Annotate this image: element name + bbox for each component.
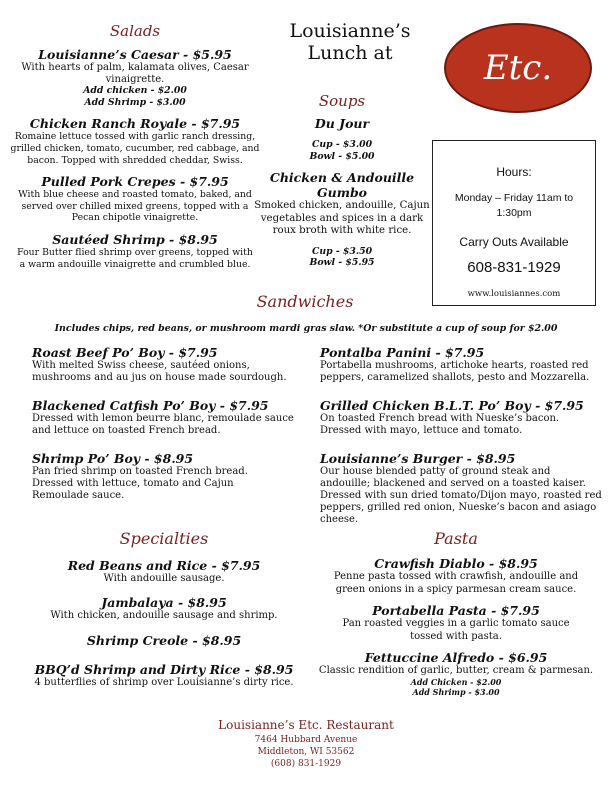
menu-item-catfish: Blackened Catfish Po’ Boy - $7.95 xyxy=(32,398,269,413)
specialties-section xyxy=(28,529,300,689)
menu-item-jambalaya: Jambalaya - $8.95 xyxy=(101,594,227,610)
website-link[interactable]: www.louisiannes.com xyxy=(467,289,561,299)
hours-box xyxy=(432,140,596,306)
catfish-description: Dressed with lemon beurre blanc, remoulade sauce and lettuce on toasted French bread. xyxy=(32,413,294,436)
panini-description: Portabella mushrooms, artichoke hearts, roasted red peppers, caramelized shallots, pesto and Mozzarella. xyxy=(320,360,590,383)
jambalaya-description: With chicken, andouille sausage and shrimp. xyxy=(50,609,278,621)
red-beans-description: With andouille sausage. xyxy=(103,573,225,584)
menu-title xyxy=(270,20,430,64)
menu-item-du-jour: Du Jour xyxy=(314,116,370,131)
menu-item-burger: Louisianne’s Burger - $8.95 xyxy=(320,451,516,466)
du-jour-cup: Cup - $3.00 xyxy=(311,139,373,150)
alfredo-description: Classic rendition of garlic, butter, cream & parmesan. xyxy=(318,665,594,676)
hours-days: Monday – Friday 11am to 1:30pm xyxy=(454,192,574,219)
caesar-add-chicken: Add chicken - $2.00 xyxy=(83,85,187,97)
caesar-add-shrimp: Add Shrimp - $3.00 xyxy=(84,96,186,108)
menu-item-alfredo: Fettuccine Alfredo - $6.95 xyxy=(364,650,548,665)
menu-item-gumbo-line2: Gumbo xyxy=(316,185,368,201)
title-line1: Louisianne’s xyxy=(289,20,411,42)
footer-city: Middleton, WI 53562 xyxy=(257,747,355,757)
salads-section xyxy=(10,22,260,270)
footer-phone: (608) 831-1929 xyxy=(270,759,342,769)
sandwiches-note: Includes chips, red beans, or mushroom mardi gras slaw. *Or substitute a cup of soup for $2.00 xyxy=(54,323,558,334)
carry-out-note: Carry Outs Available xyxy=(459,235,569,249)
bbq-shrimp-description: 4 butterflies of shrimp over Louisianne’s dirty rice. xyxy=(34,677,294,689)
phone-number: 608-831-1929 xyxy=(467,259,561,276)
portabella-description: Pan roasted veggies in a garlic tomato sauce tossed with pasta. xyxy=(342,618,570,642)
menu-item-shrimp-creole: Shrimp Creole - $8.95 xyxy=(86,633,242,649)
menu-item-shrimp-po-boy: Shrimp Po’ Boy - $8.95 xyxy=(32,451,194,466)
footer-street: 7464 Hubbard Avenue xyxy=(254,735,358,745)
specialties-heading: Specialties xyxy=(119,529,209,548)
soups-section xyxy=(252,92,432,269)
menu-item-gumbo-line1: Chicken & Andouille xyxy=(269,170,415,186)
menu-item-portabella: Portabella Pasta - $7.95 xyxy=(372,603,540,618)
menu-item-roast-beef: Roast Beef Po’ Boy - $7.95 xyxy=(32,345,218,360)
gumbo-bowl: Bowl - $5.95 xyxy=(309,257,375,269)
menu-item-panini: Pontalba Panini - $7.95 xyxy=(320,345,485,360)
shrimp-po-boy-description: Pan fried shrimp on toasted French bread. Dressed with lettuce, tomato and Cajun Remoulade sauce. xyxy=(32,466,248,501)
sandwiches-heading: Sandwiches xyxy=(256,292,354,311)
shrimp-salad-description: Four Butter flied shrimp over greens, topped with a warm andouille vinaigrette and crumbled blue. xyxy=(17,246,253,270)
hours-label: Hours: xyxy=(496,165,532,179)
pasta-section xyxy=(318,529,594,697)
blt-description: On toasted French bread with Nueske’s bacon. Dressed with mayo, lettuce and tomato. xyxy=(320,413,560,436)
sandwiches-right-column xyxy=(320,345,602,526)
caesar-description: With hearts of palm, kalamata olives, Caesar vinaigrette. xyxy=(21,62,249,85)
crepes-description: With blue cheese and roasted tomato, baked, and served over chilled mixed greens, topped with a Pecan chipotle vinaigrette. xyxy=(18,189,252,224)
menu-item-crawfish: Crawfish Diablo - $8.95 xyxy=(374,556,538,571)
burger-description: Our house blended patty of ground steak and andouille; blackened and served on a toasted kaiser. Dressed with sun dried tomato/Dijon mayo, roasted red peppers, grilled red onion, Nueske’s bacon and asiago cheese. xyxy=(320,466,602,525)
du-jour-bowl: Bowl - $5.00 xyxy=(309,150,375,162)
pasta-heading: Pasta xyxy=(434,529,478,548)
roast-beef-description: With melted Swiss cheese, sautéed onions, mushrooms and au jus on house made sourdough. xyxy=(32,360,287,383)
menu-item-bbq-shrimp: BBQ’d Shrimp and Dirty Rice - $8.95 xyxy=(34,662,294,678)
menu-item-crepes: Pulled Pork Crepes - $7.95 xyxy=(41,174,229,190)
crawfish-description: Penne pasta tossed with crawfish, andouille and green onions in a spicy parmesan cream sauce. xyxy=(333,571,579,595)
sandwiches-left-column xyxy=(32,345,302,502)
menu-item-red-beans: Red Beans and Rice - $7.95 xyxy=(67,558,261,573)
gumbo-cup: Cup - $3.50 xyxy=(311,245,373,257)
etc-logo: Etc. xyxy=(444,23,592,113)
soups-heading: Soups xyxy=(318,92,366,110)
salads-heading: Salads xyxy=(109,22,161,40)
menu-item-ranch: Chicken Ranch Royale - $7.95 xyxy=(29,116,241,132)
menu-item-caesar: Louisianne’s Caesar - $5.95 xyxy=(38,47,232,62)
menu-item-blt: Grilled Chicken B.L.T. Po’ Boy - $7.95 xyxy=(320,398,584,413)
title-line2: Lunch at xyxy=(307,42,393,64)
ranch-description: Romaine lettuce tossed with garlic ranch dressing, grilled chicken, tomato, cucumber, red cabbage, and bacon. Topped with shredded cheddar, Swiss. xyxy=(10,131,260,166)
pasta-add-shrimp: Add Shrimp - $3.00 xyxy=(412,687,500,697)
footer-restaurant-name: Louisianne’s Etc. Restaurant xyxy=(218,718,394,732)
menu-item-shrimp-salad: Sautéed Shrimp - $8.95 xyxy=(52,231,218,247)
pasta-add-chicken: Add Chicken - $2.00 xyxy=(410,677,502,687)
footer xyxy=(0,718,612,769)
gumbo-description: Smoked chicken, andouille, Cajun vegetables and spices in a dark roux broth with white rice. xyxy=(254,200,430,237)
